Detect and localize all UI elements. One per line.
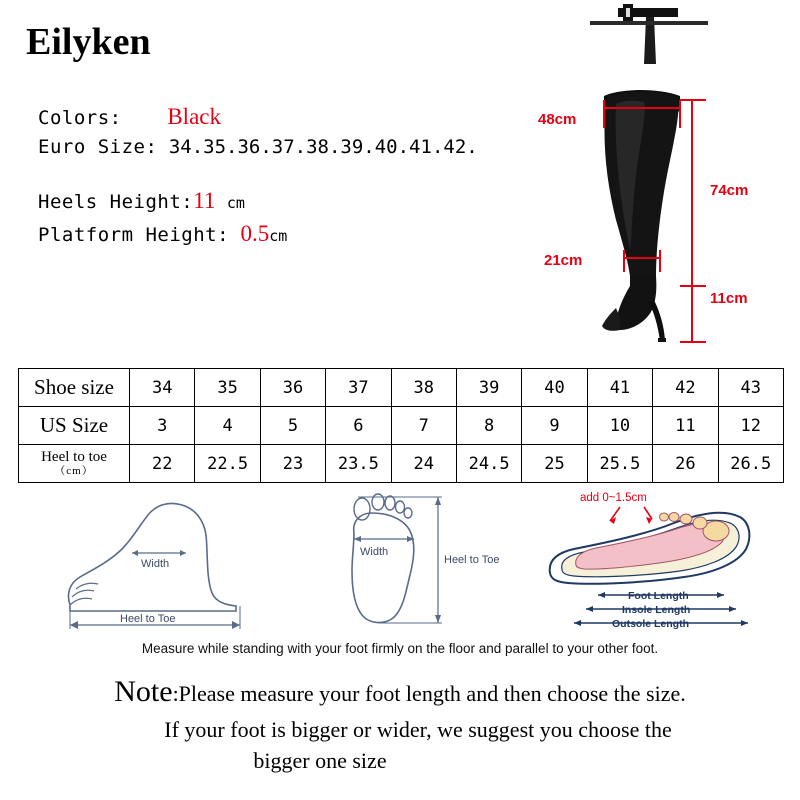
euro-size-value: 34.35.36.37.38.39.40.41.42. [168, 136, 478, 158]
insole-drawing [534, 487, 764, 637]
table-row-heel-to-toe [19, 445, 784, 483]
cell: 7 [391, 407, 456, 445]
spec-row-euro-size [38, 138, 508, 157]
top-width-label: Width [360, 546, 389, 558]
cell: 34 [130, 369, 195, 407]
cell: 3 [130, 407, 195, 445]
foot-length-label: Foot Length [628, 590, 689, 602]
cell: 24.5 [456, 445, 521, 483]
euro-size-label: Euro Size: [38, 136, 158, 158]
dimension-label-shaft-height: 74cm [710, 182, 749, 199]
cell: 11 [653, 407, 718, 445]
colors-value: Black [167, 104, 221, 129]
cell: 5 [260, 407, 325, 445]
dimension-label-calf: 21cm [544, 252, 583, 269]
spec-row-heels-height [38, 189, 508, 212]
add-allowance-label: add 0~1.5cm [580, 492, 647, 504]
colors-label: Colors: [38, 107, 122, 129]
spec-row-platform-height [38, 222, 508, 245]
dimension-label-thigh: 48cm [538, 111, 577, 128]
row-header-heel-to-toe [19, 445, 130, 483]
boot-drawing [520, 0, 800, 352]
spec-list [38, 105, 508, 255]
heels-height-label: Heels Height: [38, 191, 194, 213]
row-header-heel-to-toe-unit: （cm） [54, 464, 94, 477]
outsole-length-label: Outsole Length [612, 618, 689, 630]
table-row-us-size [19, 407, 784, 445]
diagram-side-view [36, 487, 276, 637]
dimension-label-heel: 11cm [710, 290, 748, 307]
note-line-1-text: :Please measure your foot length and then choose the size. [172, 681, 686, 706]
cell: 12 [718, 407, 783, 445]
foot-measure-diagrams [18, 487, 784, 637]
cell: 6 [326, 407, 391, 445]
cell: 38 [391, 369, 456, 407]
note-line-1 [0, 670, 800, 714]
cell: 26.5 [718, 445, 783, 483]
heels-height-value: 11 [193, 188, 216, 213]
cell: 41 [587, 369, 652, 407]
cell: 36 [260, 369, 325, 407]
note-line-2: If your foot is bigger or wider, we suggest you choose the [164, 716, 672, 742]
sole-drawing [318, 487, 508, 637]
cell: 10 [587, 407, 652, 445]
side-foot-drawing [36, 487, 276, 637]
measure-instruction: Measure while standing with your foot firmly on the floor and parallel to your other foot. [141, 641, 659, 656]
insole-length-label: Insole Length [622, 604, 691, 616]
cell: 40 [522, 369, 587, 407]
row-header-shoe-size: Shoe size [19, 369, 130, 407]
diagram-top-view [318, 487, 508, 637]
spec-row-colors [38, 105, 508, 128]
cell: 23 [260, 445, 325, 483]
side-heel-to-toe-label: Heel to Toe [120, 613, 176, 625]
top-heel-to-toe-label: Heel to Toe [444, 554, 500, 566]
cell: 8 [456, 407, 521, 445]
diagram-insole-view [534, 487, 764, 637]
size-table [18, 368, 784, 483]
cell: 42 [653, 369, 718, 407]
note-block [0, 670, 800, 777]
spacer [38, 167, 508, 189]
cell: 39 [456, 369, 521, 407]
cell: 26 [653, 445, 718, 483]
note-line-3: bigger one size [253, 748, 387, 774]
platform-height-label: Platform Height: [38, 224, 230, 246]
cell: 22 [130, 445, 195, 483]
cell: 43 [718, 369, 783, 407]
boot-illustration [520, 0, 800, 352]
table-row-shoe-size [19, 369, 784, 407]
cell: 25.5 [587, 445, 652, 483]
note-heading: Note [114, 675, 173, 708]
side-width-label: Width [141, 558, 170, 570]
brand-logo: Eilyken [26, 21, 151, 63]
cell: 24 [391, 445, 456, 483]
cell: 37 [326, 369, 391, 407]
platform-height-unit: cm [269, 227, 288, 245]
cell: 22.5 [195, 445, 260, 483]
row-header-us-size: US Size [19, 407, 130, 445]
cell: 23.5 [326, 445, 391, 483]
heels-height-unit: cm [226, 194, 245, 212]
cell: 9 [522, 407, 587, 445]
cell: 25 [522, 445, 587, 483]
size-table-wrap [18, 368, 784, 483]
cell: 4 [195, 407, 260, 445]
row-header-heel-to-toe-text: Heel to toe [41, 448, 107, 465]
cell: 35 [195, 369, 260, 407]
platform-height-value: 0.5 [240, 221, 270, 246]
